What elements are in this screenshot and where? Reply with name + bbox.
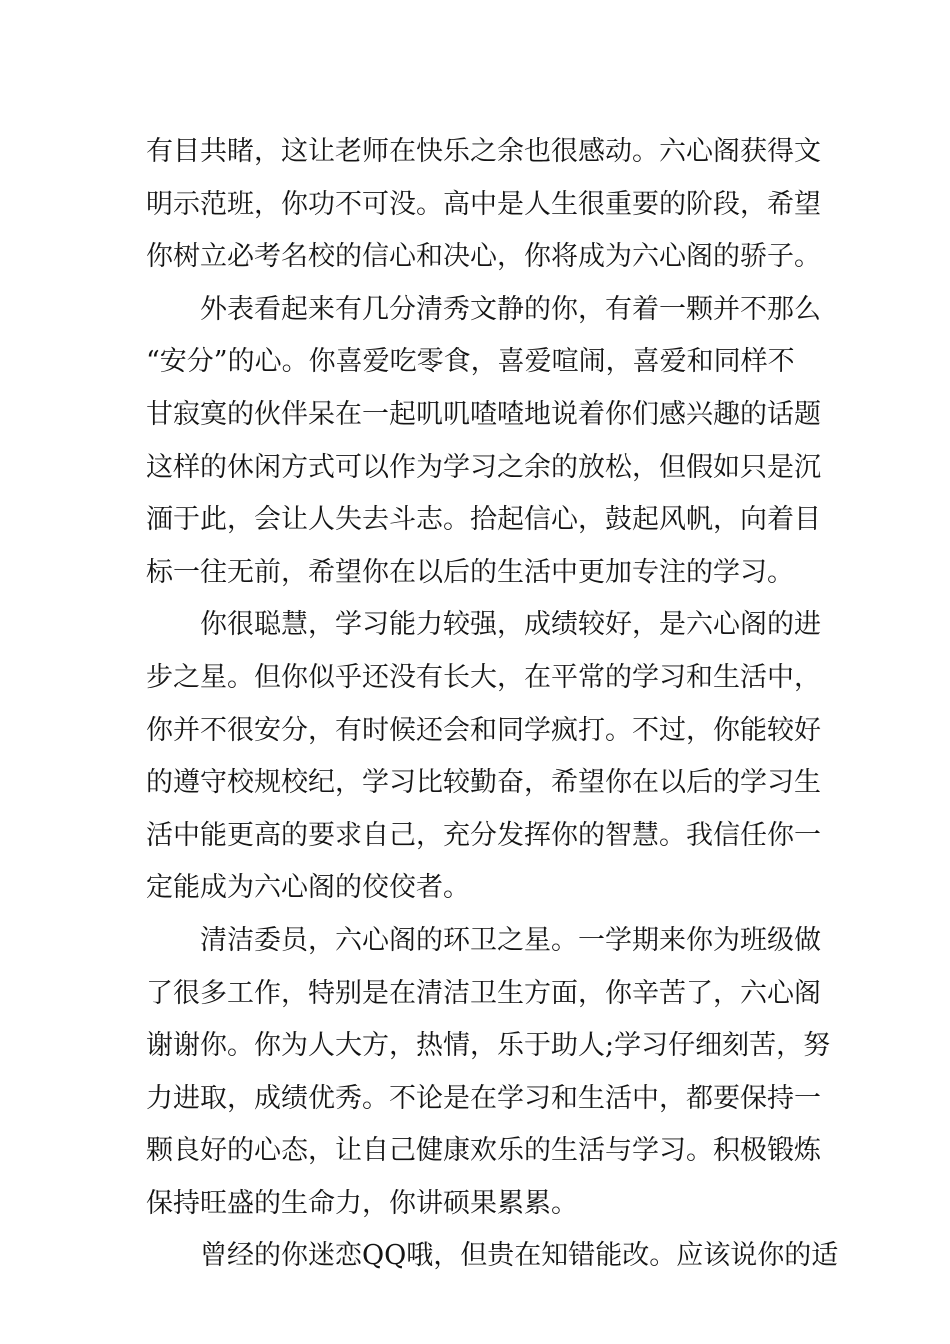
text-line: 了很多工作，特别是在清洁卫生方面，你辛苦了，六心阁 xyxy=(146,977,821,1009)
text-line: 颗良好的心态，让自己健康欢乐的生活与学习。积极锻炼 xyxy=(146,1135,821,1167)
paragraph-first-line: 外表看起来有几分清秀文静的你，有着一颗并不那么 xyxy=(200,293,821,325)
text-line: 定能成为六心阁的佼佼者。 xyxy=(146,872,470,904)
text-line: 你并不很安分，有时候还会和同学疯打。不过，你能较好 xyxy=(146,714,821,746)
text-line: 有目共睹，这让老师在快乐之余也很感动。六心阁获得文 xyxy=(146,136,821,167)
text-line: 标一往无前，希望你在以后的生活中更加专注的学习。 xyxy=(146,556,794,588)
text-line: 你树立必考名校的信心和决心，你将成为六心阁的骄子。 xyxy=(146,241,821,273)
text-line: 明示范班，你功不可没。高中是人生很重要的阶段，希望 xyxy=(146,188,821,220)
text-line: 保持旺盛的生命力，你讲硕果累累。 xyxy=(146,1187,578,1219)
text-line: 谢谢你。你为人大方，热情，乐于助人;学习仔细刻苦，努 xyxy=(146,1030,831,1062)
text-line: 湎于此，会让人失去斗志。拾起信心，鼓起风帆，向着目 xyxy=(146,504,821,536)
text-line: 步之星。但你似乎还没有长大，在平常的学习和生活中， xyxy=(146,661,821,693)
text-line: 这样的休闲方式可以作为学习之余的放松，但假如只是沉 xyxy=(146,451,821,483)
body-text xyxy=(146,126,839,1283)
text-line: “安分”的心。你喜爱吃零食，喜爱喧闹，喜爱和同样不 xyxy=(146,346,795,378)
text-line: 力进取，成绩优秀。不论是在学习和生活中，都要保持一 xyxy=(146,1082,821,1114)
text-line: 活中能更高的要求自己，充分发挥你的智慧。我信任你一 xyxy=(146,819,821,851)
text-line: 甘寂寞的伙伴呆在一起叽叽喳喳地说着你们感兴趣的话题 xyxy=(146,398,821,430)
paragraph-first-line: 曾经的你迷恋QQ哦，但贵在知错能改。应该说你的适 xyxy=(200,1240,839,1272)
paragraph-first-line: 你很聪慧，学习能力较强，成绩较好，是六心阁的进 xyxy=(200,609,821,641)
text-line: 的遵守校规校纪，学习比较勤奋，希望你在以后的学习生 xyxy=(146,767,821,799)
paragraph-first-line: 清洁委员，六心阁的环卫之星。一学期来你为班级做 xyxy=(200,924,821,956)
